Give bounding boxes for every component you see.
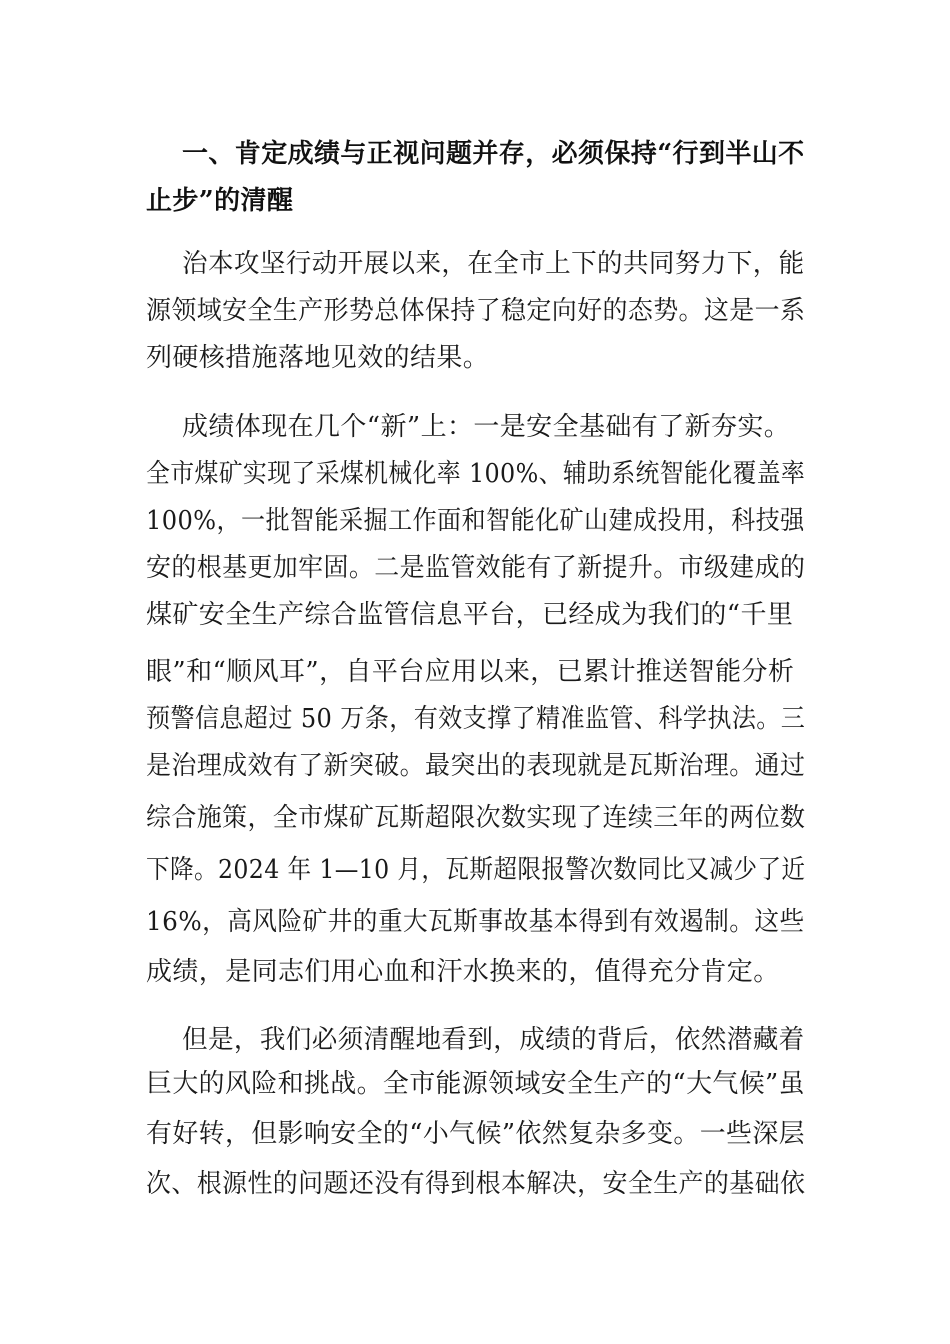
paragraph-line: 下降。2024 年 1—10 月，瓦斯超限报警次数同比又减少了近: [146, 855, 806, 885]
paragraph-line: 100%，一批智能采掘工作面和智能化矿山建成投用，科技强: [146, 506, 805, 536]
paragraph-line: 巨大的风险和挑战。全市能源领域安全生产的“大气候”虽: [146, 1069, 806, 1099]
paragraph-line: 列硬核措施落地见效的结果。: [146, 343, 490, 373]
paragraph-line: 但是，我们必须清醒地看到，成绩的背后，依然潜藏着: [182, 1025, 805, 1055]
paragraph-line: 是治理成效有了新突破。最突出的表现就是瓦斯治理。通过: [146, 751, 806, 781]
paragraph-line: 煤矿安全生产综合监管信息平台，已经成为我们的“千里: [146, 600, 794, 630]
paragraph-line: 源领域安全生产形势总体保持了稳定向好的态势。这是一系: [146, 296, 806, 326]
paragraph-line: 眼”和“顺风耳”，自平台应用以来，已累计推送智能分析: [146, 657, 795, 687]
paragraph-line: 全市煤矿实现了采煤机械化率 100%、辅助系统智能化覆盖率: [146, 459, 806, 489]
paragraph-line: 成绩，是同志们用心血和汗水换来的，值得充分肯定。: [146, 957, 780, 987]
paragraph-line: 治本攻坚行动开展以来，在全市上下的共同努力下，能: [182, 249, 805, 279]
paragraph-line: 综合施策，全市煤矿瓦斯超限次数实现了连续三年的两位数: [146, 803, 806, 833]
paragraph-line: 安的根基更加牢固。二是监管效能有了新提升。市级建成的: [146, 553, 806, 583]
heading-line: 一、肯定成绩与正视问题并存，必须保持“行到半山不: [182, 139, 805, 169]
paragraph-line: 预警信息超过 50 万条，有效支撑了精准监管、科学执法。三: [146, 704, 806, 734]
paragraph-line: 16%，高风险矿井的重大瓦斯事故基本得到有效遏制。这些: [146, 907, 805, 937]
paragraph-line: 次、根源性的问题还没有得到根本解决，安全生产的基础依: [146, 1169, 806, 1199]
heading-line: 止步”的清醒: [146, 186, 294, 216]
paragraph-line: 成绩体现在几个“新”上：一是安全基础有了新夯实。: [182, 412, 791, 442]
paragraph-line: 有好转，但影响安全的“小气候”依然复杂多变。一些深层: [146, 1119, 806, 1149]
